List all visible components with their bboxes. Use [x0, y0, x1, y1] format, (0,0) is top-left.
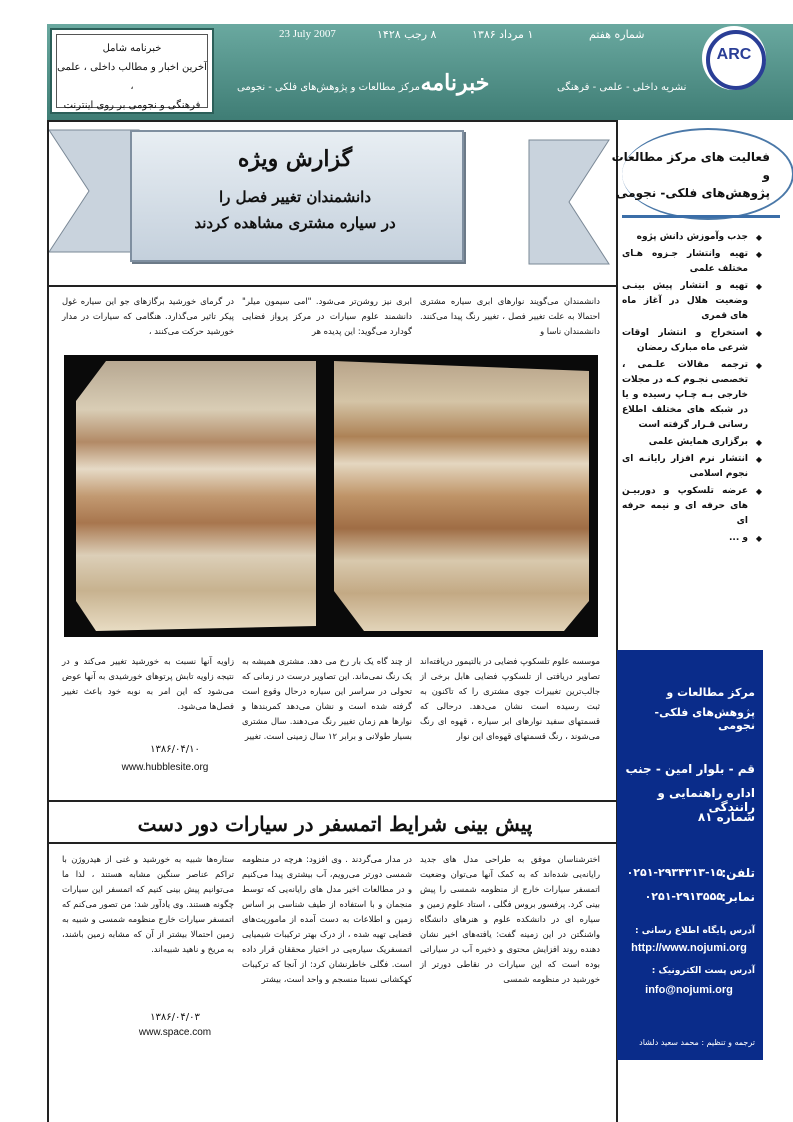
jupiter-image-left — [76, 361, 316, 631]
masthead-subtitle-right: نشریه داخلی - علمی - فرهنگی — [557, 82, 687, 93]
date-gregorian: 23 July 2007 — [279, 28, 336, 40]
contact-phone[interactable]: ۰۲۵۱-۲۹۳۴۳۱۳-۱۵ — [626, 866, 723, 879]
list-item: ◆ تهیه وانتشار جـزوه هـای مختلف علمی — [622, 247, 762, 277]
contact-org: مرکز مطالعات و — [666, 686, 755, 699]
contact-phone-label: تلفن: — [721, 866, 755, 880]
article2-col-left: ستاره‌ها شبیه به خورشید و غنی از هیدروژن با تراکم عناصر سنگین مشابه هستند ، لذا ما می‌توانیم پیش بینی کنیم که اتمسفر این سیارات چگونه هستند. وی یادآور شد: من تصور می‌کنم که اتمسفر سیارات خارج منظومه شمسی و شبیه به زمین احتمالا بیشتر از آن که مشابه زمین باشند، به مریخ و ناهید شبیه‌اند. — [62, 854, 234, 954]
newsletter-box-line: فرهنگی و نجومی بر روی اینترنت — [63, 100, 201, 111]
contact-fax-label: نمابر: — [721, 890, 755, 904]
newsletter-box-line: خبرنامه شامل — [102, 43, 162, 54]
divider — [47, 842, 616, 844]
jupiter-image-right — [334, 361, 589, 631]
banner-title: گزارش ویژه — [237, 146, 353, 172]
sidebar-title-line: فعالیت های مرکز مطالعات و — [611, 150, 770, 182]
newsletter-box — [50, 28, 214, 114]
divider — [47, 800, 616, 802]
list-item: ◆ انتشار نرم افزار رایانـه ای نجوم اسلامی — [622, 452, 762, 482]
contact-address: اداره راهنمایی و رانندگی — [657, 786, 755, 814]
sidebar-separator — [622, 215, 780, 218]
list-item: ◆ عرضه تلسکوپ و دوربیـن های حرفه ای و نیمه حرفه ای — [622, 484, 762, 529]
article1-source-link[interactable]: www.hubblesite.org — [121, 762, 209, 773]
article2-source-date: ۱۳۸۶/۰۴/۰۳ — [150, 1012, 200, 1023]
logo-text: ARC — [716, 46, 752, 63]
sidebar-title-line: پژوهش‌های فلکی- نجومی — [616, 186, 770, 200]
banner-subtitle: در سیاره مشتری مشاهده کردند — [194, 214, 396, 232]
newsletter-box-line: آخرین اخبار و مطالب داخلی ، علمی ، — [57, 62, 207, 92]
contact-org: پژوهش‌های فلکی- نجومی — [654, 706, 755, 732]
article1-col-left: در گرمای خورشید برگازهای جو این سیاره غول پیکر تاثیر می‌گذارد. هنگامی که سیارات در مدار خورشید حرکت می‌کنند ، — [62, 296, 234, 336]
article1-source-date: ۱۳۸۶/۰۴/۱۰ — [150, 744, 200, 755]
logo — [702, 26, 766, 90]
newsletter-box-inner — [56, 34, 208, 111]
credit: ترجمه و تنظیم : محمد سعید دلشاد — [639, 1038, 755, 1047]
contact-site-label: آدرس پایگاه اطلاع رسانی : — [635, 926, 755, 936]
brand-title: خبرنامه — [420, 70, 490, 96]
date-hijri: ۸ رجب ۱۴۲۸ — [377, 28, 437, 41]
sidebar-activity-list — [622, 230, 762, 548]
date-shamsi: ۱ مرداد ۱۳۸۶ — [472, 28, 534, 41]
list-item: ◆ و ... — [622, 531, 762, 546]
article2-title: پیش بینی شرایط اتمسفر در سیارات دور دست — [137, 812, 533, 836]
sidebar-title — [600, 148, 770, 202]
list-item: ◆ برگزاری همایش علمی — [622, 435, 762, 450]
contact-email-label: آدرس پست الکترونیک : — [651, 966, 755, 976]
contact-site-link[interactable]: http://www.nojumi.org — [631, 942, 747, 954]
article1-col-right: دانشمندان می‌گویند نوارهای ابری سیاره مشتری احتمالا به علت تغییر فصل ، تغییر رنگ پیدا می‌کنند. دانشمندان ناسا و — [420, 296, 600, 336]
contact-box — [617, 650, 763, 1060]
list-item: ◆ استخراج و انتشار اوقات شرعی ماه مبارک رمضان — [622, 326, 762, 356]
contact-address: شماره ۸۱ — [697, 810, 755, 824]
divider — [47, 285, 616, 287]
article2-col-right: اخترشناسان موفق به طراحی مدل های جدید رایانه‌یی شده‌اند که به کمک آنها می‌توان وضعیت اتمسفر سیارات خارج از منظومه شمسی را پیش بینی کرد. پرفسور بروس فگلی ، استاد علوم زمین و سیاره ای در دانشکده علوم و هنرهای دانشگاه واشنگتن در این زمینه گفت: یافته‌های اخیر نشان دهنده روند افزایش محتوی و ذخیره آب در سیاراتی بوده است که این سیارات در نقاطی دورتر از خورشید در منظومه شمسی — [420, 854, 600, 984]
masthead-subtitle-left: مرکز مطالعات و پژوهش‌های فلکی - نجومی — [237, 82, 420, 93]
list-item: ◆ تهیه و انتشار پیش بینـی وضعیت هلال در آغاز ماه های قمری — [622, 279, 762, 324]
contact-fax: ۰۲۵۱-۲۹۱۳۵۵۵ — [644, 890, 723, 903]
article1-col2-right: موسسه علوم تلسکوپ فضایی در بالتیمور دریافته‌اند تصاویر دریافتی از تلسکوپ فضایی هابل برخی از جالب‌ترین تغییرات جوی مشتری را که تاکنون به ثبت رسیده است نشان می‌دهد. درحالی که قسمتهای سفید نوارهای ابر سیاره ، قهوه ای رنگ می‌شوند ، رنگ قسمتهای قهوه‌ای این نوار — [420, 656, 600, 741]
article1-col2-mid: از چند گاه یک بار رخ می دهد. مشتری همیشه به یک رنگ نمی‌ماند. این تصاویر درست در زمانی که تحولی در سراسر این سیاره درحال وقوع است گرفته شده است و نشان می‌دهد کمربندها و نوارها هم زمان تغییر رنگ می‌دهند. سال مشتری بسیار طولانی و برابر ۱۲ سال زمینی است. تغییر — [242, 656, 412, 741]
banner-subtitle: دانشمندان تغییر فصل را — [218, 188, 371, 206]
issue-number: شماره هفتم — [589, 28, 645, 41]
jupiter-photo-panel — [64, 355, 598, 637]
article2-col-mid: در مدار می‌گردند . وی افزود: هرچه در منظومه شمسی دورتر می‌رویم، آب بیشتری پیدا می‌کنیم و در مطالعات اخیر مدل های رایانه‌یی که توسط منجمان و با استفاده از طیف شناسی بر اساس زمین و اطلاعات به دست آمده از ماموریت‌های فضایی تهیه شده ، از درک بهتر ترکیبات شیمیایی اتمسفریک سیاره‌یی در اختیار محققان قرار داده است. فگلی خاطرنشان کرد: از آنجا که ترکیبات کهکشانی نسبتا منسجم و واحد است، بیشتر — [242, 854, 412, 984]
list-item: ◆ جذب وآموزش دانش پژوه — [622, 230, 762, 245]
contact-address: قم - بلوار امین - جنب — [625, 762, 755, 776]
article2-source-link[interactable]: www.space.com — [138, 1027, 212, 1038]
article1-col2-left: زاویه آنها نسبت به خورشید تغییر می‌کند و در نتیجه زاویه تابش پرتوهای خورشیدی به آنها عوض می‌شود که این امر به نوبه خود باعث تغییر فصل‌ها می‌شود. — [62, 656, 234, 711]
list-item: ◆ ترجمه مقالات علـمی ، تخصصی نجـوم کـه در مجلات خارجی بـه چـاپ رسیده و یا در شبکه های مختلف اطلاع رسانی قـرار گرفته است — [622, 358, 762, 433]
article1-col-mid: ابری نیز روشن‌تر می‌شود. "امی سیمون میلر" دانشمند علوم سیارات در مرکز پرواز فضایی گودارد می‌گوید: این پدیده هر — [242, 296, 412, 336]
contact-email-link[interactable]: info@nojumi.org — [645, 984, 733, 996]
